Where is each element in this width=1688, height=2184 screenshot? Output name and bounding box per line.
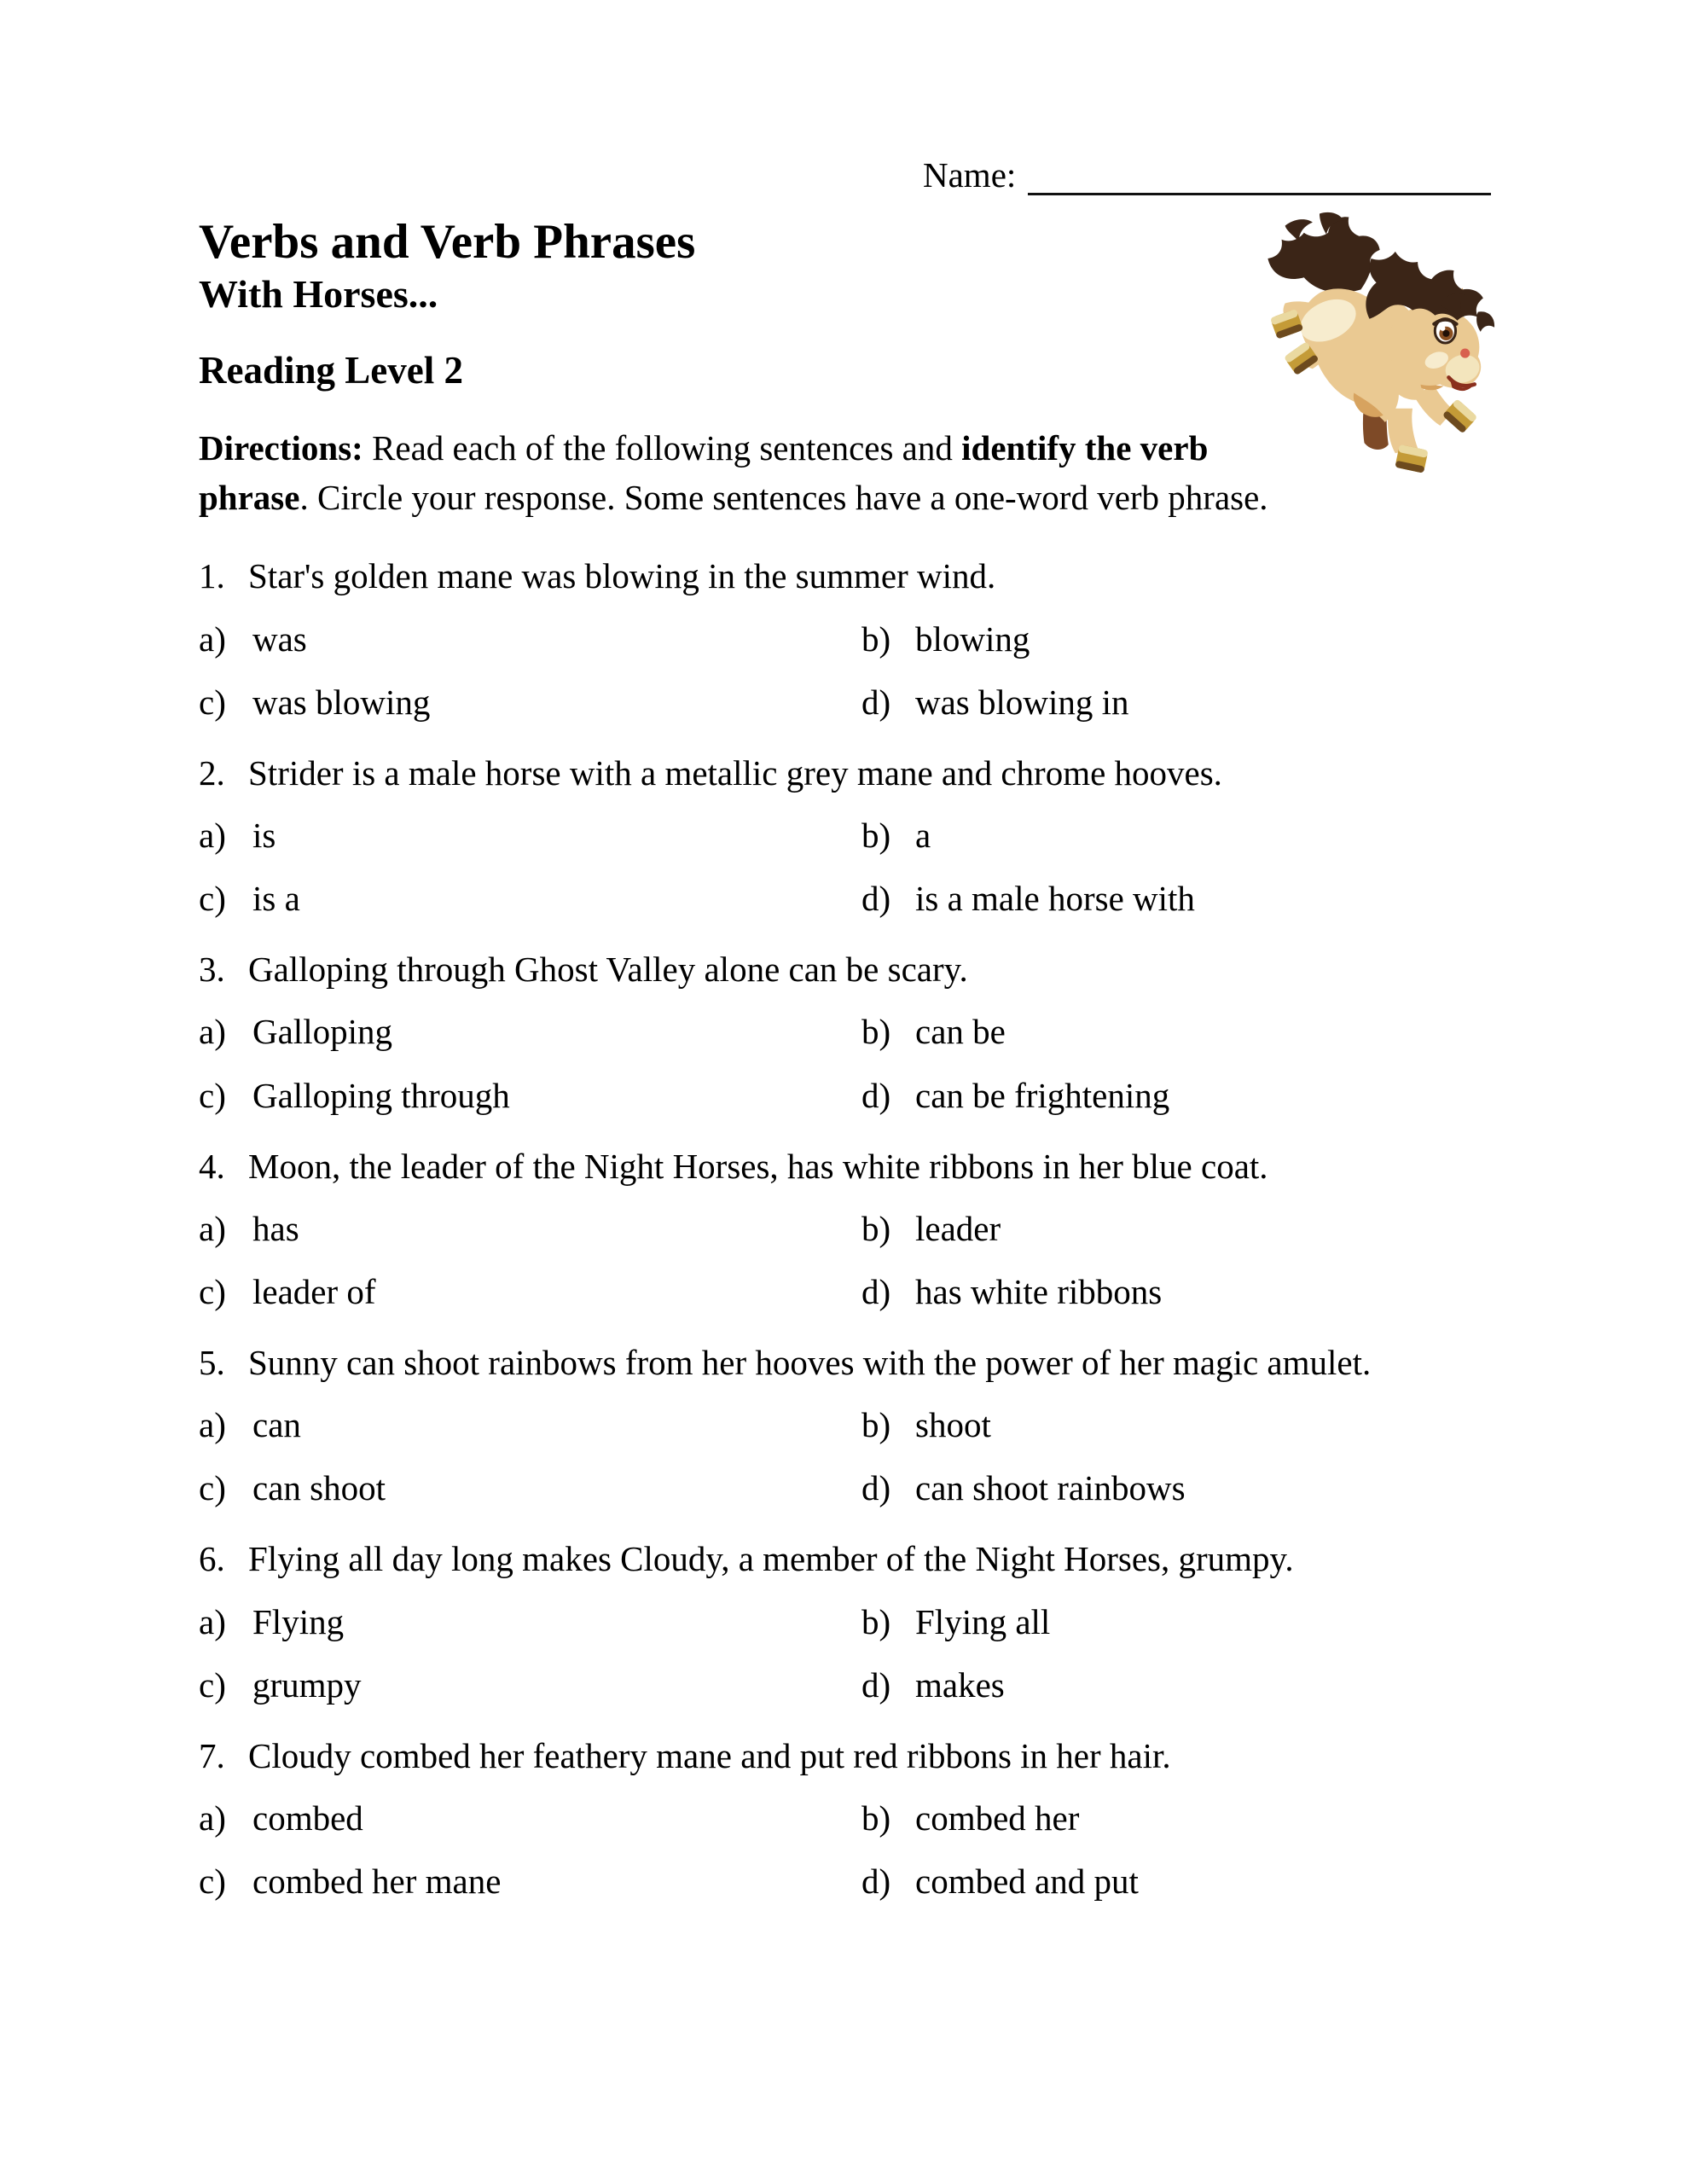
answer-option-6c[interactable] — [199, 1665, 861, 1705]
answer-option-3c[interactable] — [199, 1076, 861, 1116]
answer-option-7a[interactable] — [199, 1798, 861, 1838]
question-4 — [199, 1147, 1492, 1312]
directions-label: Directions: — [199, 427, 363, 468]
answer-option-2b[interactable] — [861, 816, 931, 856]
option-letter: b) — [861, 1601, 891, 1641]
option-letter: d) — [861, 1468, 891, 1508]
question-sentence: Galloping through Ghost Valley alone can be scary. — [248, 950, 968, 990]
answer-option-7b[interactable] — [861, 1798, 1079, 1838]
option-letter: b) — [861, 815, 891, 855]
question-sentence: Moon, the leader of the Night Horses, has white ribbons in her blue coat. — [248, 1146, 1268, 1186]
option-text: can — [252, 1405, 301, 1445]
option-text: Galloping through — [252, 1075, 510, 1115]
option-text: has — [252, 1208, 299, 1248]
answer-option-5d[interactable] — [861, 1468, 1186, 1508]
option-letter: d) — [861, 682, 891, 722]
option-text: can shoot — [252, 1468, 386, 1508]
question-5 — [199, 1343, 1492, 1508]
option-letter: b) — [861, 1405, 891, 1445]
answer-option-4c[interactable] — [199, 1272, 861, 1312]
option-letter: d) — [861, 1271, 891, 1311]
option-text: was blowing — [252, 682, 431, 722]
option-letter: c) — [199, 1468, 226, 1508]
option-letter: c) — [199, 1271, 226, 1311]
directions-body-2: . Circle your response. Some sentences have a one-word verb phrase. — [299, 478, 1268, 518]
option-text: is a male horse with — [915, 879, 1195, 919]
option-text: leader of — [252, 1271, 376, 1311]
question-number: 4. — [199, 1146, 225, 1186]
option-letter: b) — [861, 619, 891, 659]
answer-option-1d[interactable] — [861, 682, 1129, 723]
option-letter: a) — [199, 1601, 226, 1641]
directions-text — [199, 423, 1273, 522]
question-sentence: Flying all day long makes Cloudy, a member of the Night Horses, grumpy. — [248, 1539, 1294, 1579]
name-input-line[interactable] — [1028, 154, 1491, 195]
content-column — [199, 217, 1492, 1932]
answer-option-2d[interactable] — [861, 879, 1195, 919]
question-6 — [199, 1539, 1492, 1705]
question-sentence: Star's golden mane was blowing in the summer wind. — [248, 556, 996, 596]
answer-option-5a[interactable] — [199, 1405, 861, 1445]
answer-option-3a[interactable] — [199, 1012, 861, 1052]
option-text: Flying — [252, 1601, 345, 1641]
reading-level-heading: Reading Level 2 — [199, 349, 463, 392]
option-text: can be frightening — [915, 1075, 1170, 1115]
answer-option-4a[interactable] — [199, 1209, 861, 1249]
page-title: Verbs and Verb Phrases — [199, 215, 696, 269]
question-7 — [199, 1736, 1492, 1902]
option-letter: d) — [861, 1075, 891, 1115]
option-letter: b) — [861, 1208, 891, 1248]
question-number: 6. — [199, 1539, 225, 1579]
answer-option-2a[interactable] — [199, 816, 861, 856]
answer-option-6d[interactable] — [861, 1665, 1005, 1705]
option-letter: a) — [199, 619, 226, 659]
question-sentence: Cloudy combed her feathery mane and put red ribbons in her hair. — [248, 1735, 1171, 1775]
answer-option-3b[interactable] — [861, 1012, 1006, 1052]
question-sentence: Strider is a male horse with a metallic grey mane and chrome hooves. — [248, 752, 1222, 793]
option-text: a — [915, 815, 931, 855]
questions-list — [199, 556, 1492, 1902]
question-number: 7. — [199, 1735, 225, 1775]
option-text: makes — [915, 1664, 1005, 1705]
question-number: 3. — [199, 950, 225, 990]
option-letter: b) — [861, 1798, 891, 1838]
option-text: combed her — [915, 1798, 1080, 1838]
answer-option-1b[interactable] — [861, 619, 1030, 659]
question-number: 2. — [199, 752, 225, 793]
option-text: Flying all — [915, 1601, 1051, 1641]
question-number: 5. — [199, 1343, 225, 1383]
option-letter: a) — [199, 1208, 226, 1248]
name-label: Name: — [923, 154, 1017, 195]
answer-option-1c[interactable] — [199, 682, 861, 723]
option-letter: b) — [861, 1012, 891, 1052]
option-letter: c) — [199, 879, 226, 919]
answer-option-7d[interactable] — [861, 1862, 1139, 1902]
option-text: is a — [252, 879, 300, 919]
answer-option-5b[interactable] — [861, 1405, 991, 1445]
answer-option-2c[interactable] — [199, 879, 861, 919]
option-text: combed her mane — [252, 1862, 502, 1902]
option-text: leader — [915, 1208, 1001, 1248]
question-number: 1. — [199, 556, 225, 596]
option-text: grumpy — [252, 1664, 362, 1705]
option-letter: a) — [199, 1012, 226, 1052]
option-letter: d) — [861, 1862, 891, 1902]
option-letter: a) — [199, 815, 226, 855]
answer-option-4d[interactable] — [861, 1272, 1162, 1312]
answer-option-7c[interactable] — [199, 1862, 861, 1902]
option-text: combed — [252, 1798, 363, 1838]
question-2 — [199, 753, 1492, 919]
option-letter: d) — [861, 1664, 891, 1705]
option-letter: c) — [199, 1664, 226, 1705]
directions-bold-phrase-2: phrase — [199, 478, 300, 518]
option-text: Galloping — [252, 1012, 392, 1052]
option-letter: a) — [199, 1405, 226, 1445]
option-text: blowing — [915, 619, 1030, 659]
answer-option-4b[interactable] — [861, 1209, 1001, 1249]
page-subtitle: With Horses... — [199, 271, 438, 316]
directions-bold-phrase: identify the verb — [961, 427, 1209, 468]
option-text: combed and put — [915, 1862, 1139, 1902]
name-row — [923, 154, 1491, 195]
option-text: was — [252, 619, 307, 659]
option-text: shoot — [915, 1405, 991, 1445]
option-text: was blowing in — [915, 682, 1129, 722]
question-sentence: Sunny can shoot rainbows from her hooves with the power of her magic amulet. — [248, 1343, 1372, 1383]
option-letter: c) — [199, 682, 226, 722]
directions-body: Read each of the following sentences and — [363, 427, 962, 468]
answer-option-5c[interactable] — [199, 1468, 861, 1508]
option-text: can be — [915, 1012, 1006, 1052]
question-3 — [199, 950, 1492, 1115]
option-letter: d) — [861, 879, 891, 919]
answer-option-6b[interactable] — [861, 1602, 1050, 1642]
answer-option-6a[interactable] — [199, 1602, 861, 1642]
option-text: is — [252, 815, 276, 855]
option-text: can shoot rainbows — [915, 1468, 1186, 1508]
option-letter: c) — [199, 1075, 226, 1115]
answer-option-3d[interactable] — [861, 1076, 1169, 1116]
question-1 — [199, 556, 1492, 722]
option-text: has white ribbons — [915, 1271, 1163, 1311]
answer-option-1a[interactable] — [199, 619, 861, 659]
option-letter: a) — [199, 1798, 226, 1838]
option-letter: c) — [199, 1862, 226, 1902]
